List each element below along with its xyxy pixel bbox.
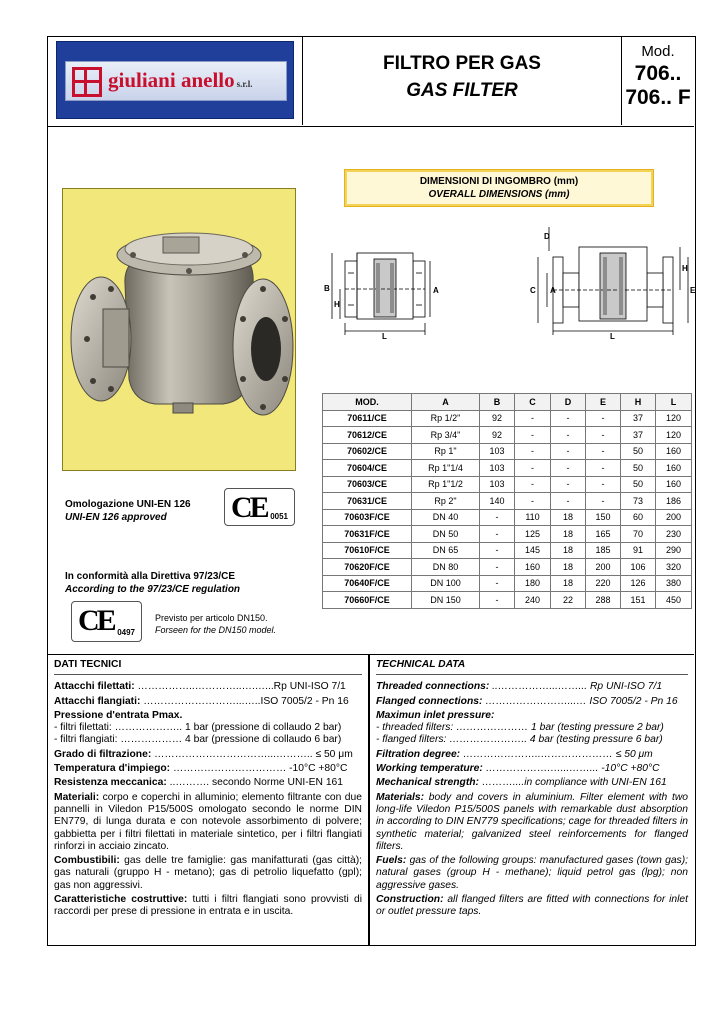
table-cell: 160: [656, 443, 692, 460]
table-cell: DN 150: [412, 592, 480, 609]
table-cell: 320: [656, 559, 692, 576]
table-row: [323, 575, 692, 592]
tech-heading-italian: DATI TECNICI: [54, 659, 122, 670]
table-cell: 70603F/CE: [323, 509, 412, 526]
dim-label-h-left: H: [334, 300, 340, 309]
table-cell: 150: [586, 509, 621, 526]
dim-label-a-left: A: [433, 286, 439, 295]
table-row: [323, 526, 692, 543]
dimensions-title-box: [344, 169, 654, 207]
title-english: GAS FILTER: [406, 80, 518, 101]
logo-suffix: s.r.l.: [236, 79, 253, 89]
table-cell: 70602/CE: [323, 443, 412, 460]
gas-filter-illustration: [63, 189, 297, 472]
table-cell: 230: [656, 526, 692, 543]
table-cell: -: [586, 476, 621, 493]
table-cell: 70631F/CE: [323, 526, 412, 543]
table-cell: 200: [656, 509, 692, 526]
table-cell: 103: [480, 460, 515, 477]
directive-italian: In conformità alla Direttiva 97/23/CE: [65, 571, 236, 582]
table-cell: 151: [621, 592, 656, 609]
table-body: [323, 410, 692, 608]
dimensions-table: [322, 393, 692, 609]
header: [48, 37, 694, 127]
table-cell: 18: [551, 542, 586, 559]
table-cell: 120: [656, 410, 692, 427]
table-cell: -: [515, 443, 551, 460]
col-header-a: A: [412, 394, 480, 411]
tech-heading-english: TECHNICAL DATA: [376, 659, 466, 670]
table-cell: Rp 2": [412, 493, 480, 510]
table-cell: 120: [656, 427, 692, 444]
title-italian: FILTRO PER GAS: [383, 53, 541, 74]
table-cell: 220: [586, 575, 621, 592]
table-cell: DN 65: [412, 542, 480, 559]
table-cell: 70: [621, 526, 656, 543]
table-cell: 70611/CE: [323, 410, 412, 427]
col-header-h: H: [621, 394, 656, 411]
logo-mark-icon: [72, 67, 102, 97]
table-row: [323, 427, 692, 444]
table-cell: 70612/CE: [323, 427, 412, 444]
table-cell: 106: [621, 559, 656, 576]
logo-cell: [48, 37, 303, 125]
table-cell: 50: [621, 460, 656, 477]
table-cell: -: [480, 509, 515, 526]
product-photo: [62, 188, 296, 471]
table-cell: 380: [656, 575, 692, 592]
table-cell: 50: [621, 443, 656, 460]
ce-mark-0497: [71, 601, 142, 642]
table-cell: 125: [515, 526, 551, 543]
ce-number-1: 0051: [270, 512, 288, 521]
table-cell: 70603/CE: [323, 476, 412, 493]
table-cell: 37: [621, 410, 656, 427]
col-header-e: E: [586, 394, 621, 411]
table-cell: 290: [656, 542, 692, 559]
table-cell: 126: [621, 575, 656, 592]
table-cell: -: [551, 460, 586, 477]
table-cell: 186: [656, 493, 692, 510]
table-cell: 18: [551, 526, 586, 543]
dimension-drawings: [306, 223, 694, 341]
table-cell: Rp 1": [412, 443, 480, 460]
model-cell: [622, 37, 694, 125]
table-cell: 37: [621, 427, 656, 444]
technical-column-divider: [368, 654, 370, 946]
table-header-row: [323, 394, 692, 411]
table-cell: -: [480, 542, 515, 559]
technical-section-divider: [48, 654, 694, 655]
table-cell: 110: [515, 509, 551, 526]
dim-label-l-right: L: [610, 332, 615, 341]
model-label: Mod.: [641, 43, 675, 60]
col-header-d: D: [551, 394, 586, 411]
dim-label-e: E: [690, 286, 696, 295]
table-cell: 185: [586, 542, 621, 559]
table-row: [323, 592, 692, 609]
datasheet: [47, 36, 696, 946]
ce-mark-0051: [224, 488, 295, 526]
table-cell: 450: [656, 592, 692, 609]
technical-data-italian: DATI TECNICI Attacchi filettati: ……………..…………..….…...Rp UNI-ISO 7/1 Attacchi flangiati: ………………………...…..ISO 7005/2 - Pn 16 Pressione d'entrata Pmax. - filtri filettati: ……………….. 1 bar (pressione di collaudo 2 bar) - filtri flangiati: ……………… 4 bar (pressione di collaudo 6 bar) Grado di filtrazione: ……………………………...……….. ≤ 50 μm Temperatura d'impiego: …………………………… -10°C +80°C Resistenza meccanica: ..………. secondo Norme UNI-EN 161 Materiali: corpo e coperchi in alluminio; elemento filtrante con due pannelli in Viledon P15/500S omologato secondo le norme DIN EN779, di lunga durata e con notevole assorbimento di polvere; gabbietta per i filtri filettati in materiale sintetico, per i filtri flangiati rinforzi in acciaio zincato. Combustibili: gas delle tre famiglie: gas manifatturati (gas città); gas naturali (gruppo H - metano); gas di petrolio liquefatto (gpl); gas non aggressivi. Caratteristiche costruttive: tutti i filtri flangiati sono provvisti di raccordi per prese di pressione in entrata e in uscita.: [54, 659, 362, 918]
uni-approval-italian: Omologazione UNI-EN 126: [65, 499, 191, 510]
table-cell: 180: [515, 575, 551, 592]
table-cell: -: [551, 410, 586, 427]
dim-label-c: C: [530, 286, 536, 295]
table-cell: 160: [656, 460, 692, 477]
col-header-b: B: [480, 394, 515, 411]
dim-label-b: B: [324, 284, 330, 293]
title-cell: [303, 37, 622, 125]
table-cell: Rp 1"1/2: [412, 476, 480, 493]
dimensions-title-english: OVERALL DIMENSIONS (mm): [428, 189, 570, 200]
table-row: [323, 476, 692, 493]
table-cell: 70604/CE: [323, 460, 412, 477]
dimensions-title-italian: DIMENSIONI DI INGOMBRO (mm): [419, 176, 579, 187]
table-cell: 145: [515, 542, 551, 559]
table-cell: 22: [551, 592, 586, 609]
model-number-1: 706..: [634, 62, 682, 85]
table-cell: -: [551, 476, 586, 493]
table-row: [323, 509, 692, 526]
table-cell: 70620F/CE: [323, 559, 412, 576]
table-row: [323, 443, 692, 460]
table-cell: 18: [551, 509, 586, 526]
table-cell: -: [551, 443, 586, 460]
model-number-2: 706.. F: [625, 86, 691, 109]
table-cell: -: [515, 493, 551, 510]
col-header-c: C: [515, 394, 551, 411]
ce-symbol-2: CE: [78, 604, 114, 637]
company-logo: [56, 41, 294, 119]
table-cell: 50: [621, 476, 656, 493]
table-cell: 70631/CE: [323, 493, 412, 510]
table-cell: Rp 1/2": [412, 410, 480, 427]
note-italian: Previsto per articolo DN150.: [155, 613, 268, 623]
uni-approval: [65, 498, 191, 524]
col-header-l: L: [656, 394, 692, 411]
table-cell: 70610F/CE: [323, 542, 412, 559]
table-cell: 70660F/CE: [323, 592, 412, 609]
table-cell: -: [586, 460, 621, 477]
table-cell: -: [515, 476, 551, 493]
table-cell: 240: [515, 592, 551, 609]
table-cell: Rp 3/4": [412, 427, 480, 444]
table-cell: -: [515, 460, 551, 477]
technical-data-english: TECHNICAL DATA Threaded connections: ..……………...……... Rp UNI-ISO 7/1 Flanged connections: ……………………...… ISO 7005/2 - Pn 16 Maximun inlet pressure: - threaded filters: ………………… 1 bar (testing pressure 2 bar) - flanged filters: ………………….. 4 bar (testing pressure 6 bar) Filtration degree: …………………..………………… ≤ 50 μm Working temperature: ……………….…...……... -10°C +80°C Mechanical strength: ………....in compliance with UNI-EN 161 Materials: body and covers in aluminium. Filter element with two long-life Viledon P15/500S panels with remarkable dust absorption in according to DIN EN779 specifications; cage for threaded filters in synthetic material; galvanized steel reinforcements for flanged filters. Fuels: gas of the following groups: manufactured gases (town gas); natural gases (group H - methane); liquid petrol gas (lpg); non aggressive gases. Construction: all flanged filters are fitted with connections for inlet or outlet pressure taps.: [376, 659, 688, 918]
table-cell: 70640F/CE: [323, 575, 412, 592]
table-cell: DN 80: [412, 559, 480, 576]
table-cell: -: [480, 526, 515, 543]
col-header-mod: MOD.: [323, 394, 412, 411]
table-cell: -: [480, 559, 515, 576]
table-cell: -: [480, 592, 515, 609]
table-row: [323, 493, 692, 510]
ce-symbol-1: CE: [231, 491, 267, 524]
ce-number-2: 0497: [117, 628, 135, 637]
table-row: [323, 460, 692, 477]
table-cell: 18: [551, 559, 586, 576]
table-cell: -: [515, 410, 551, 427]
table-cell: 200: [586, 559, 621, 576]
table-cell: 18: [551, 575, 586, 592]
table-cell: DN 100: [412, 575, 480, 592]
table-cell: -: [586, 427, 621, 444]
table-cell: 165: [586, 526, 621, 543]
dim-label-a-right: A: [550, 286, 556, 295]
table-cell: 288: [586, 592, 621, 609]
dim-label-h-right: H: [682, 264, 688, 273]
table-cell: DN 40: [412, 509, 480, 526]
table-cell: -: [551, 493, 586, 510]
note-english: Forseen for the DN150 model.: [155, 625, 277, 635]
table-row: [323, 542, 692, 559]
table-cell: 160: [656, 476, 692, 493]
table-cell: 103: [480, 443, 515, 460]
dim-label-d: D: [544, 232, 550, 241]
table-cell: 92: [480, 410, 515, 427]
table-cell: Rp 1"1/4: [412, 460, 480, 477]
uni-approval-english: UNI-EN 126 approved: [65, 512, 167, 523]
table-row: [323, 410, 692, 427]
table-cell: -: [515, 427, 551, 444]
table-cell: 160: [515, 559, 551, 576]
logo-name: giuliani anello: [108, 68, 235, 92]
table-cell: -: [586, 493, 621, 510]
dn150-note: [155, 612, 276, 636]
table-cell: 140: [480, 493, 515, 510]
table-cell: 92: [480, 427, 515, 444]
table-cell: 60: [621, 509, 656, 526]
dim-label-l-left: L: [382, 332, 387, 341]
table-cell: 91: [621, 542, 656, 559]
table-cell: -: [480, 575, 515, 592]
table-cell: -: [586, 443, 621, 460]
table-cell: -: [551, 427, 586, 444]
directive-conformity: [65, 570, 240, 596]
table-cell: DN 50: [412, 526, 480, 543]
directive-english: According to the 97/23/CE regulation: [65, 584, 241, 595]
table-cell: 73: [621, 493, 656, 510]
table-cell: -: [586, 410, 621, 427]
table-cell: 103: [480, 476, 515, 493]
table-row: [323, 559, 692, 576]
